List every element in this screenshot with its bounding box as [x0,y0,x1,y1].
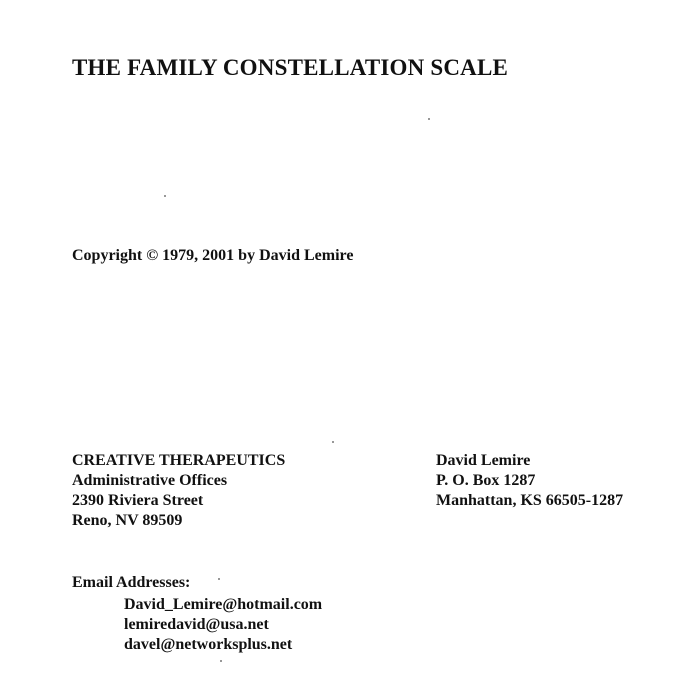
organization-city: Reno, NV 89509 [72,512,183,529]
author-city: Manhattan, KS 66505-1287 [436,492,624,509]
scan-speck [332,441,334,443]
organization-address [72,451,285,531]
organization-office: Administrative Offices [72,472,228,489]
email-address: davel@networksplus.net [124,636,293,653]
email-heading: Email Addresses: [72,574,191,591]
email-address: lemiredavid@usa.net [124,616,269,633]
author-contact-address [436,451,623,511]
email-list [124,595,322,655]
organization-street: 2390 Riviera Street [72,492,204,509]
scan-speck [220,660,222,662]
scan-speck [218,578,220,580]
scan-speck [428,118,430,120]
copyright-notice: Copyright © 1979, 2001 by David Lemire [72,247,354,264]
scan-speck [164,195,166,197]
organization-name: CREATIVE THERAPEUTICS [72,452,286,469]
email-address: David_Lemire@hotmail.com [124,596,323,613]
document-title: THE FAMILY CONSTELLATION SCALE [72,55,509,80]
author-po-box: P. O. Box 1287 [436,472,536,489]
author-name: David Lemire [436,452,531,469]
